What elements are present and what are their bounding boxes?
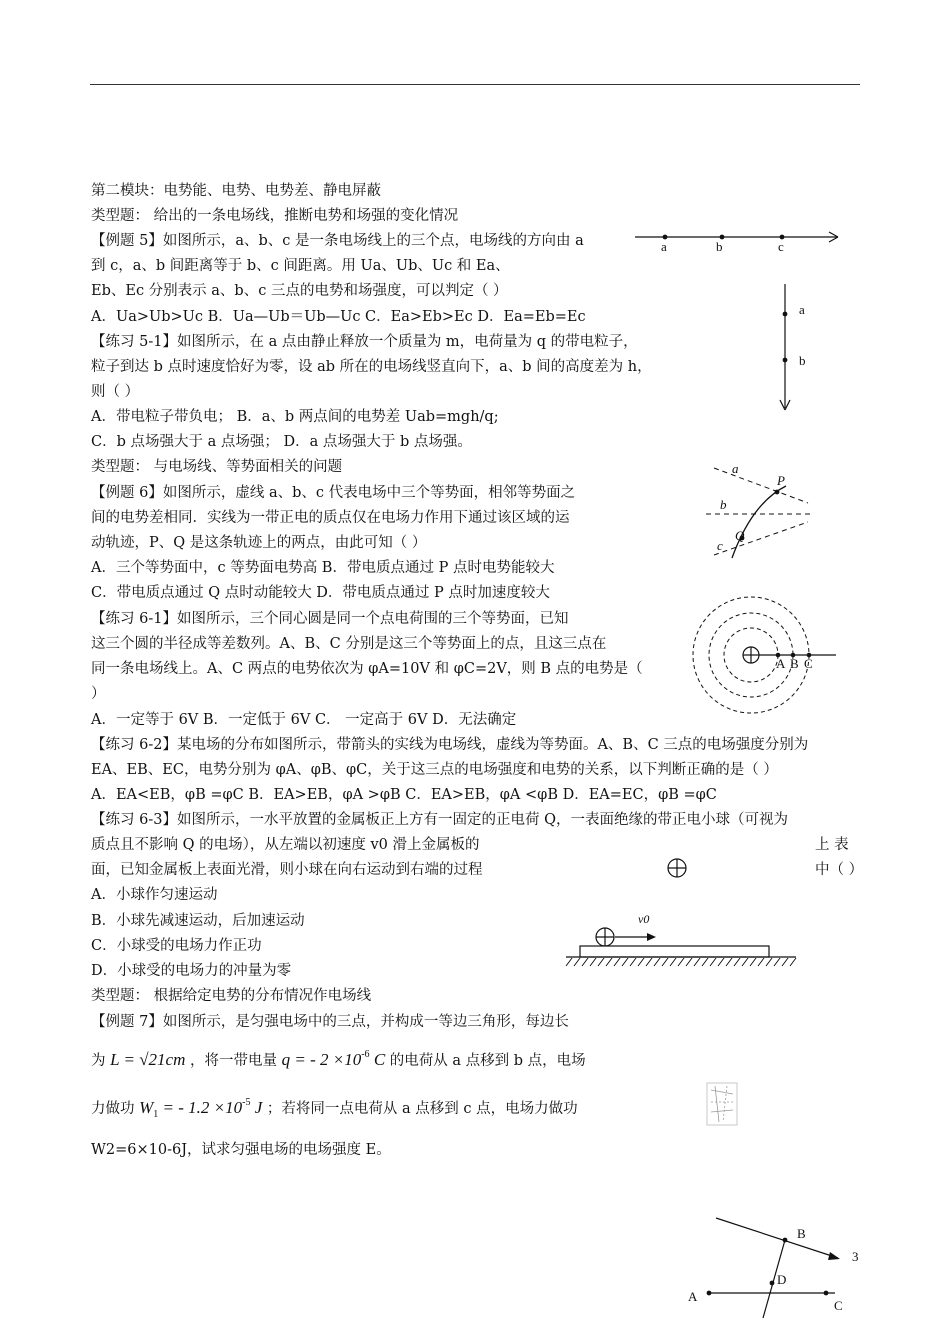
vertical-field-line-figure (770, 280, 820, 415)
pr63-line1: 【练习 6-3】如图所示，一水平放置的金属板正上方有一固定的正电荷 Q，一表面绝缘的带正电小球（可视为 (91, 812, 788, 828)
pr62-line3: A．EA<EB，φB =φC B．EA>EB，φA >φB C．EA>EB，φA <φB D．EA=EC，φB =φC (91, 787, 717, 803)
label-Q: Q (735, 528, 745, 543)
pr61-options: A．一定等于 6V B．一定低于 6V C． 一定高于 6V D．无法确定 (91, 712, 517, 728)
charge-mantissa: q = - 2 ×10 (281, 1050, 362, 1069)
label-a: a (661, 239, 667, 254)
pr63-line2-right: 上 表 (815, 837, 849, 853)
type1-title: 类型题： 给出的一条电场线，推断电势和场强的变化情况 (91, 208, 459, 224)
equipotential-trajectory-figure (700, 458, 815, 563)
label-b: b (720, 497, 727, 512)
pr51-opt1: A．带电粒子带负电； B．a、b 两点间的电势差 Uab=mgh/q; (91, 409, 499, 425)
formula-work (139, 1097, 263, 1120)
ex5-line2: 到 c，a、b 间距离等于 b、c 间距离。用 Ua、Ub、Uc 和 Ea、 (91, 258, 510, 274)
pr61-line4: ） (91, 686, 106, 702)
type3-title: 类型题： 根据给定电势的分布情况作电场线 (91, 988, 372, 1004)
pr61-line3: 同一条电场线上。A、C 两点的电势依次为 φA=10V 和 φC=2V，则 B 点的电势是（ (91, 661, 643, 677)
charge-exponent: -6 (361, 1049, 370, 1060)
pr51-line2: 粒子到达 b 点时速度恰好为零，设 ab 所在的电场线竖直向下，a、b 间的高度差为 h， (91, 359, 652, 375)
field-line-abc-figure (630, 225, 855, 255)
ex7-line3-text-a: 力做功 (91, 1101, 135, 1117)
ex5-line1: 【例题 5】如图所示，a、b、c 是一条电场线上的三个点，电场线的方向由 a (91, 233, 584, 249)
pr61-line1: 【练习 6-1】如图所示，三个同心圆是同一个点电荷围的三个等势面，已知 (91, 611, 569, 627)
work-subscript: 1 (153, 1109, 159, 1120)
label-v0: v0 (638, 912, 650, 926)
small-triangle-thumbnail (703, 1080, 739, 1128)
pr51-line1: 【练习 5-1】如图所示，在 a 点由静止释放一个质量为 m，电荷量为 q 的带电粒子， (91, 334, 638, 350)
concentric-circles-figure (690, 595, 840, 720)
pr61-line2: 这三个圆的半径成等差数列。A、B、C 分别是这三个等势面上的点，且这三点在 (91, 636, 607, 652)
ex7-line2-text-b: ，将一带电量 (190, 1053, 277, 1069)
pr51-opt2: C．b 点场强大于 a 点场强； D．a 点场强大于 b 点场强。 (91, 434, 472, 450)
module-title: 第二模块：电势能、电势、电势差、静电屏蔽 (91, 183, 381, 199)
ex7-line3 (91, 1093, 578, 1125)
label-a: a (732, 461, 739, 476)
label-A: A (688, 1289, 698, 1304)
ex7-line4: W2=6×10-6J，试求匀强电场的电场强度 E。 (91, 1142, 391, 1158)
label-b: b (716, 239, 723, 254)
pr63-line3: 面，已知金属板上表面光滑，则小球在向右运动到右端的过程 (91, 862, 483, 878)
ex7-line3-text-b: ；若将同一点电荷从 a 点移到 c 点，电场力做功 (266, 1101, 578, 1117)
ex5-line3: Eb、Ec 分别表示 a、b、c 三点的电势和场强度，可以判定（ ） (91, 283, 508, 299)
label-b: b (799, 353, 806, 368)
work-exponent: -5 (242, 1097, 251, 1108)
work-mantissa: = - 1.2 ×10 (158, 1098, 243, 1117)
label-D: D (777, 1272, 787, 1287)
ex5-options: A．Ua>Ub>Uc B．Ua—Ub＝Ub—Uc C．Ea>Eb>Ec D．Ea=Eb=Ec (91, 309, 586, 325)
field-lines-abcd-figure (680, 1208, 870, 1318)
label-c: c (717, 538, 723, 553)
charge-unit: C (373, 1050, 386, 1069)
pr62-line1: 【练习 6-2】某电场的分布如图所示，带箭头的实线为电场线，虚线为等势面。A、B、C 三点的电场强度分别为 (91, 737, 809, 753)
pr63-line2: 质点且不影响 Q 的电场），从左端以初速度 v0 滑上金属板的 (91, 837, 480, 853)
label-3: 3 (852, 1249, 859, 1264)
label-c: c (778, 239, 784, 254)
ex6-opt1: A．三个等势面中，c 等势面电势高 B．带电质点通过 P 点时电势能较大 (91, 560, 555, 576)
ex6-opt2: C．带电质点通过 Q 点时动能较大 D．带电质点通过 P 点时加速度较大 (91, 585, 550, 601)
ex7-line2-text-c: 的电荷从 a 点移到 b 点，电场 (389, 1053, 586, 1069)
ex7-line2 (91, 1045, 586, 1071)
ex7-line1: 【例题 7】如图所示，是匀强电场中的三点，并构成一等边三角形，每边长 (91, 1014, 569, 1030)
formula-charge (282, 1050, 386, 1069)
pr62-line2: EA、EB、EC，电势分别为 φA、φB、φC，关于这三点的电场强度和电势的关系，以下判断正确的是（ ） (91, 762, 778, 778)
ex6-line1: 【例题 6】如图所示，虚线 a、b、c 代表电场中三个等势面，相邻等势面之 (91, 485, 576, 501)
label-P: P (777, 473, 785, 488)
label-B: B (797, 1226, 806, 1241)
ex6-line2: 间的电势差相同．实线为一带正电的质点仅在电场力作用下通过该区域的运 (91, 510, 570, 526)
formula-side-length: L = √21cm (110, 1050, 186, 1069)
work-unit: J (250, 1098, 263, 1117)
ex6-line3: 动轨迹，P、Q 是这条轨迹上的两点，由此可知（ ） (91, 535, 427, 551)
label-C: C (834, 1298, 843, 1313)
metal-plate-figure (562, 905, 802, 970)
header-rule (90, 84, 860, 85)
label-a: a (799, 302, 805, 317)
pr63-opt-c: C．小球受的电场力作正功 (91, 938, 262, 954)
pr63-opt-a: A．小球作匀速运动 (91, 887, 218, 903)
label-A: A (776, 656, 786, 671)
ex7-line2-text-a: 为 (91, 1053, 106, 1069)
fixed-positive-charge-icon (664, 856, 690, 882)
type2-title: 类型题： 与电场线、等势面相关的问题 (91, 459, 343, 475)
label-B: B (790, 656, 799, 671)
pr63-opt-d: D．小球受的电场力的冲量为零 (91, 963, 292, 979)
pr63-opt-b: B．小球先减速运动，后加速运动 (91, 913, 305, 929)
pr51-line3: 则（ ） (91, 384, 140, 400)
pr63-line3-right: 中（ ） (815, 862, 864, 878)
work-symbol: W (139, 1098, 154, 1117)
label-C: C (804, 656, 813, 671)
